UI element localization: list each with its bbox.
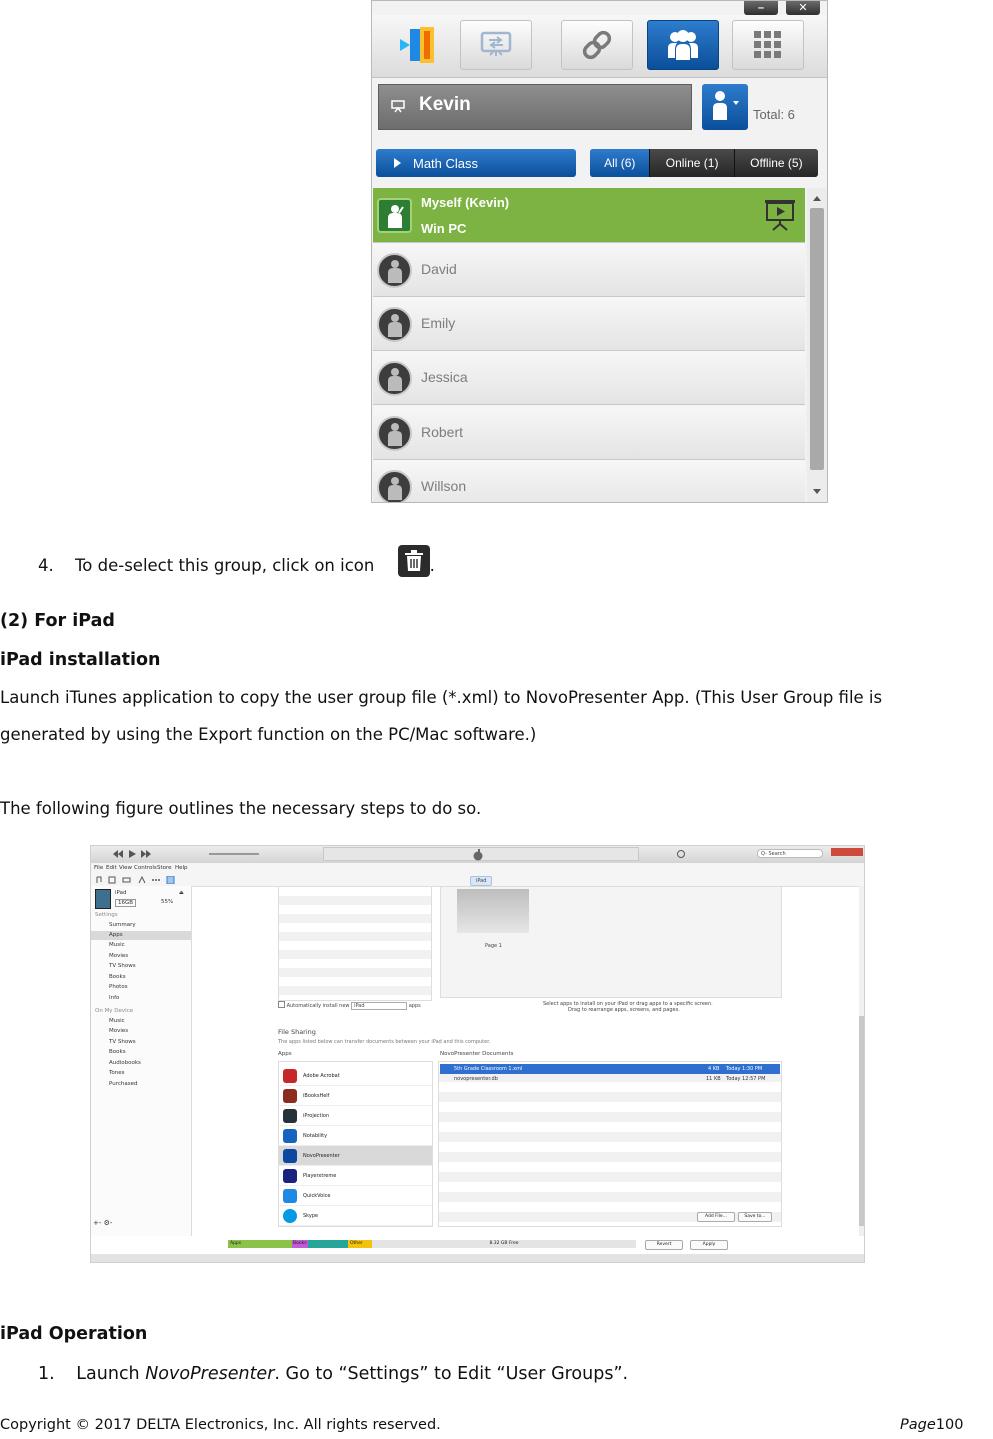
- file-sharing-description: The apps listed below can transfer documents between your iPad and this computer.: [278, 1039, 491, 1045]
- step-text: Launch: [76, 1364, 146, 1384]
- users-button[interactable]: [647, 20, 719, 70]
- menu-file[interactable]: File: [94, 865, 104, 871]
- on-device-header: On My Device: [95, 1008, 134, 1014]
- member-row[interactable]: [373, 406, 805, 460]
- step-text: . Go to “Settings” to Edit “User Groups”.: [274, 1364, 629, 1384]
- quickvoice-icon: [283, 1189, 297, 1203]
- novo-logo-icon: [394, 25, 442, 65]
- home-screen-preview: [440, 886, 782, 998]
- presentation-icon[interactable]: [763, 198, 797, 232]
- itunes-bottom-bar: [91, 1254, 864, 1263]
- app-row[interactable]: [279, 1066, 432, 1086]
- sidebar-item-info[interactable]: Info: [109, 995, 120, 1001]
- link-button[interactable]: [561, 20, 633, 70]
- user-dropdown-icon: [702, 84, 748, 130]
- filter-offline[interactable]: Offline (5): [735, 149, 818, 177]
- auto-install-suffix: apps: [408, 1003, 421, 1009]
- trash-icon: [398, 545, 430, 577]
- member-list: [373, 188, 805, 503]
- document-date: Today 12:57 PM: [726, 1076, 766, 1082]
- scroll-down-icon[interactable]: [813, 489, 821, 494]
- sidebar-item-tv-shows[interactable]: TV Shows: [109, 963, 136, 969]
- ibookshelf-icon: [283, 1089, 297, 1103]
- self-avatar-icon: [377, 198, 412, 233]
- playerxtreme-icon: [283, 1169, 297, 1183]
- member-name: Robert: [421, 424, 464, 440]
- sidebar-item-apps-highlight: [91, 931, 191, 940]
- member-name: Willson: [421, 478, 467, 494]
- member-row-self[interactable]: [373, 188, 805, 243]
- document-name: novopresenter.db: [454, 1076, 498, 1082]
- app-name: Notability: [303, 1133, 328, 1139]
- itunes-screenshot: [90, 845, 865, 1263]
- file-sharing-title: File Sharing: [278, 1028, 316, 1036]
- app-row[interactable]: [279, 1086, 432, 1106]
- device-tab[interactable]: iPad: [470, 876, 492, 886]
- paragraph-line: generated by using the Export function on the PC/Mac software.): [0, 725, 537, 744]
- screen-share-icon: [479, 31, 513, 59]
- device-type-select[interactable]: iPad: [351, 1002, 407, 1010]
- auto-install-checkbox[interactable]: [278, 1001, 285, 1008]
- sidebar-item-music[interactable]: Music: [109, 1018, 125, 1024]
- member-row[interactable]: [373, 297, 805, 351]
- sidebar-item-tv-shows[interactable]: TV Shows: [109, 1039, 136, 1045]
- app-row-selected[interactable]: [279, 1146, 432, 1166]
- apple-logo-icon: [472, 849, 484, 861]
- add-file-button[interactable]: Add File...: [697, 1212, 735, 1222]
- lcd-display: [323, 847, 639, 861]
- total-count: Total: 6: [753, 107, 795, 122]
- link-icon: [580, 28, 614, 62]
- member-name: Emily: [421, 315, 456, 331]
- settings-header: Settings: [95, 912, 118, 918]
- auto-install-row: [278, 1001, 421, 1010]
- volume-slider[interactable]: [209, 853, 259, 855]
- grid-button[interactable]: [732, 20, 804, 70]
- group-name: Math Class: [413, 156, 479, 171]
- user-name-bar[interactable]: [378, 84, 692, 130]
- apply-button[interactable]: Apply: [690, 1240, 728, 1250]
- save-to-button[interactable]: Save to...: [738, 1212, 772, 1222]
- sidebar-item-movies[interactable]: Movies: [109, 953, 129, 959]
- document-name: 5th Grade Classroom 1.xml: [454, 1066, 523, 1072]
- self-name: Myself (Kevin): [421, 195, 510, 210]
- sidebar-item-purchased[interactable]: Purchased: [109, 1081, 138, 1087]
- app-name-emphasis: NovoPresenter: [145, 1364, 275, 1384]
- footer-copyright: Copyright © 2017 DELTA Electronics, Inc. All rights reserved.: [0, 1417, 441, 1433]
- document-size: 11 KB: [706, 1076, 721, 1082]
- user-avatar-icon: [377, 253, 412, 288]
- usage-books: Books: [293, 1241, 307, 1246]
- heading-ipad-installation: iPad installation: [0, 650, 161, 670]
- minimize-button[interactable]: –: [744, 1, 778, 15]
- ipad-thumbnail: [95, 889, 111, 909]
- member-name: David: [421, 261, 457, 277]
- sidebar-item-books[interactable]: Books: [109, 974, 126, 980]
- sidebar-item-photos[interactable]: Photos: [109, 984, 128, 990]
- filter-online[interactable]: Online (1): [650, 149, 734, 177]
- step-number: 1.: [38, 1364, 55, 1384]
- window-controls[interactable]: [831, 848, 863, 856]
- page-number: 100: [935, 1417, 964, 1433]
- footer-page-number: [900, 1417, 963, 1433]
- heading-for-ipad: (2) For iPad: [0, 611, 115, 631]
- app-row[interactable]: [279, 1186, 432, 1206]
- account-icon[interactable]: [677, 850, 685, 858]
- app-name: iProjection: [303, 1113, 330, 1119]
- step-text-end: .: [429, 556, 435, 575]
- screen-share-button[interactable]: [460, 20, 532, 70]
- device-capacity: 16GB: [115, 899, 136, 907]
- itunes-titlebar: [91, 846, 864, 864]
- user-menu-button[interactable]: [702, 84, 748, 130]
- app-row[interactable]: [279, 1106, 432, 1126]
- storage-usage-bar: [228, 1240, 636, 1248]
- app-name: Playerxtreme: [303, 1173, 337, 1179]
- app-row[interactable]: [279, 1206, 432, 1226]
- acrobat-icon: [283, 1069, 297, 1083]
- sidebar-item-summary[interactable]: Summary: [109, 922, 136, 928]
- paragraph-figure-intro: The following figure outlines the necessary steps to do so.: [0, 799, 482, 818]
- self-device: Win PC: [421, 221, 467, 236]
- revert-button[interactable]: Revert: [645, 1240, 683, 1250]
- novopresenter-icon: [283, 1149, 297, 1163]
- user-avatar-icon: [377, 307, 412, 342]
- menu-help[interactable]: Help: [175, 865, 188, 871]
- search-field[interactable]: Q- Search: [757, 849, 823, 858]
- home-screen-thumbnail[interactable]: [457, 889, 529, 933]
- sidebar-item-movies[interactable]: Movies: [109, 1028, 129, 1034]
- iprojection-icon: [283, 1109, 297, 1123]
- itunes-scroll-thumb[interactable]: [859, 1016, 864, 1226]
- media-type-icons[interactable]: [95, 876, 175, 884]
- status-filter: [590, 149, 818, 177]
- app-name: iBooksHelf: [303, 1093, 330, 1099]
- app-name: Adobe Acrobat: [303, 1073, 340, 1079]
- users-icon: [665, 28, 701, 62]
- app-name: NovoPresenter: [303, 1153, 340, 1159]
- menu-store[interactable]: Store: [157, 865, 172, 871]
- usage-other-media: [308, 1240, 348, 1248]
- itunes-sidebar: [91, 886, 192, 1236]
- document-row-selected[interactable]: [440, 1064, 780, 1074]
- paragraph-line: Launch iTunes application to copy the user group file (*.xml) to NovoPresenter App. (This User Group file is: [0, 688, 883, 707]
- device-name: iPad: [115, 890, 127, 896]
- member-row[interactable]: [373, 351, 805, 405]
- step-4: [38, 545, 435, 577]
- app-row[interactable]: [279, 1126, 432, 1146]
- sidebar-item-apps[interactable]: Apps: [109, 932, 123, 938]
- usage-free: 8.32 GB Free: [372, 1240, 636, 1248]
- member-name: Jessica: [421, 369, 468, 385]
- select-apps-hint: Select apps to install on your iPad or drag apps to a specific screen.: [543, 1001, 713, 1007]
- sidebar-item-music[interactable]: Music: [109, 942, 125, 948]
- playback-controls-icon: [101, 849, 161, 859]
- heading-ipad-operation: iPad Operation: [0, 1324, 148, 1344]
- member-row[interactable]: [373, 460, 805, 503]
- sidebar-item-tones[interactable]: Tones: [109, 1070, 125, 1076]
- eject-icon[interactable]: ⏏: [179, 890, 184, 896]
- step-1: [38, 1364, 628, 1384]
- member-row[interactable]: [373, 243, 805, 297]
- document-date: Today 1:30 PM: [726, 1066, 763, 1072]
- skype-icon: [283, 1209, 297, 1223]
- sidebar-item-audiobooks[interactable]: Audiobooks: [109, 1060, 141, 1066]
- itunes-menubar: [91, 863, 864, 874]
- file-sharing-apps-list: [278, 1061, 433, 1227]
- app-row[interactable]: [279, 1166, 432, 1186]
- toolbar: [372, 15, 827, 78]
- document-row[interactable]: [440, 1074, 780, 1084]
- add-playlist-icon[interactable]: +- ⚙-: [93, 1219, 113, 1227]
- user-avatar-icon: [377, 470, 412, 503]
- documents-list: [438, 1061, 782, 1227]
- presenter-icon: [391, 99, 405, 113]
- usage-apps: Apps: [228, 1240, 292, 1248]
- group-selector[interactable]: [376, 149, 576, 177]
- app-install-list[interactable]: [278, 886, 432, 1001]
- page-label: Page: [900, 1417, 936, 1433]
- step-number: 4.: [38, 556, 54, 575]
- menu-edit[interactable]: Edit: [106, 865, 117, 871]
- step-text: To de-select this group, click on icon: [75, 556, 375, 575]
- battery-level: 55%: [161, 899, 174, 905]
- apps-header: Apps: [278, 1051, 292, 1057]
- documents-header: NovoPresenter Documents: [440, 1051, 514, 1057]
- filter-all[interactable]: All (6): [590, 149, 650, 177]
- user-avatar-icon: [377, 361, 412, 396]
- document-size: 4 KB: [708, 1066, 720, 1072]
- usage-other: Other: [348, 1240, 372, 1248]
- user-name: Kevin: [419, 94, 471, 115]
- novopresenter-panel: [371, 0, 828, 503]
- itunes-scrollbar[interactable]: [859, 886, 864, 1236]
- sidebar-item-books[interactable]: Books: [109, 1049, 126, 1055]
- menu-controls[interactable]: Controls: [134, 865, 157, 871]
- app-name: Skype: [303, 1213, 319, 1219]
- user-avatar-icon: [377, 416, 412, 451]
- expand-triangle-icon: [394, 158, 401, 168]
- member-list-scrollbar[interactable]: [807, 188, 827, 502]
- rearrange-hint: Drag to rearrange apps, screens, and pages.: [568, 1007, 680, 1013]
- scroll-up-icon[interactable]: [813, 196, 821, 201]
- auto-install-label: Automatically install new: [286, 1003, 350, 1009]
- menu-view[interactable]: View: [119, 865, 133, 871]
- grid-icon: [754, 31, 782, 59]
- page-label: Page 1: [485, 943, 502, 949]
- app-name: QuickVoice: [303, 1193, 331, 1199]
- scroll-thumb[interactable]: [810, 208, 824, 470]
- notability-icon: [283, 1129, 297, 1143]
- novo-logo: [382, 20, 454, 70]
- close-button[interactable]: ✕: [786, 1, 820, 15]
